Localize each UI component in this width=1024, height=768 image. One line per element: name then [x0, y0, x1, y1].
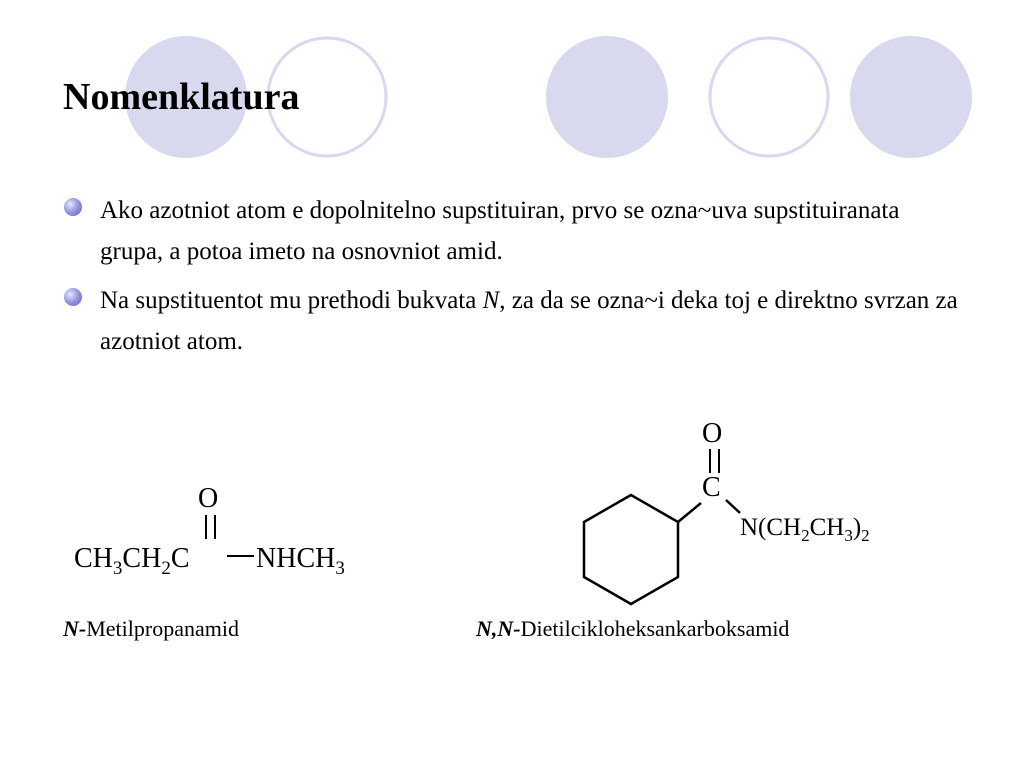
m2-carbon-to-nitrogen-bond: [726, 500, 740, 513]
m2-caption-prefix: N,N-: [476, 616, 521, 641]
m1-formula-right: $NHCH_3$: [256, 543, 345, 579]
molecule-1-caption: [63, 616, 239, 642]
slide-title: Nomenklatura: [63, 76, 300, 118]
bullet-text-2-before: Na supstituentot mu prethodi bukvata: [100, 287, 483, 314]
bullet-text-1: Ako azotniot atom e dopolnitelno supstituiran, prvo se ozna~uva supstituiranata grupa, a potoa imeto na osnovniot amid.: [100, 197, 900, 265]
m2-amine-group: $N(CH_2CH_3)_2$: [740, 514, 870, 545]
m2-ring-to-carbon-bond: [678, 503, 701, 522]
molecule-2-caption: [476, 616, 789, 642]
m2-caption-name: Dietilcikloheksankarboksamid: [520, 616, 790, 641]
m2-oxygen: O: [702, 418, 723, 449]
bullet-text-2-italic: N: [482, 287, 500, 314]
m2-carbon: C: [702, 472, 721, 503]
molecule-2-structure: [584, 418, 870, 604]
m1-formula-left: $CH_3CH_2C$: [74, 543, 190, 579]
bullet-text-2-after: , za da se ozna~i deka toj e direktno svrzan za azotniot atom.: [100, 287, 958, 355]
molecule-1-structure: [74, 483, 345, 579]
m1-caption-prefix: N-: [63, 616, 87, 641]
m1-caption-name: Metilpropanamid: [86, 616, 239, 641]
m2-cyclohexane-ring: [584, 495, 678, 604]
m1-oxygen: O: [198, 483, 219, 514]
